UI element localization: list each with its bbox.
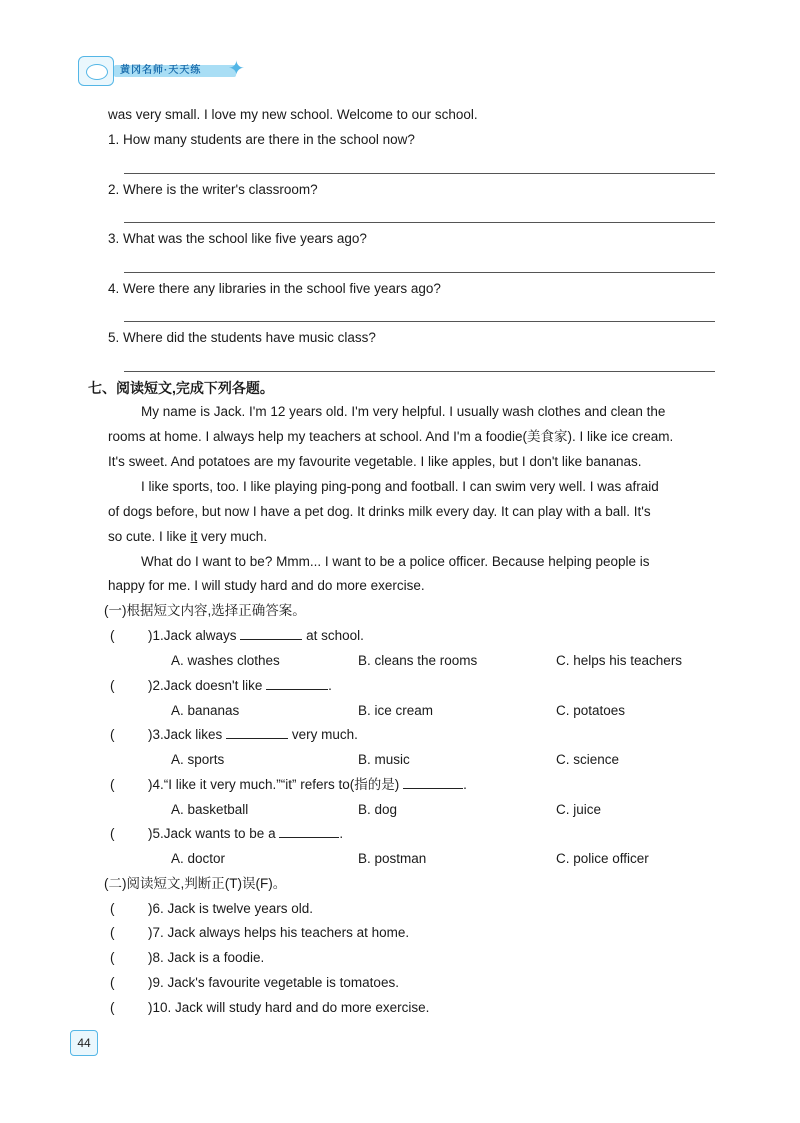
passage-end: was very small. I love my new school. Welcome to our school. bbox=[108, 107, 478, 122]
answer-bracket-open: ( bbox=[110, 628, 115, 643]
answer-line-3[interactable] bbox=[124, 272, 715, 273]
option-2c[interactable]: C. potatoes bbox=[556, 703, 626, 718]
question-4: 4. Were there any libraries in the school five years ago? bbox=[108, 281, 441, 296]
blank[interactable] bbox=[226, 726, 288, 739]
mc-question-2: )2.Jack doesn't like . bbox=[148, 678, 332, 693]
section-7-title: 七、阅读短文,完成下列各题。 bbox=[88, 380, 274, 396]
blank[interactable] bbox=[279, 825, 339, 838]
option-1c[interactable]: C. helps his teachers bbox=[556, 653, 683, 668]
question-1: 1. How many students are there in the school now? bbox=[108, 132, 415, 147]
part-1-title: (一)根据短文内容,选择正确答案。 bbox=[104, 603, 306, 618]
option-4b[interactable]: B. dog bbox=[358, 802, 398, 817]
answer-bracket-open: ( bbox=[110, 826, 115, 841]
answer-bracket-open: ( bbox=[110, 925, 115, 940]
tf-question-8: )8. Jack is a foodie. bbox=[148, 950, 265, 965]
sparkle-star-icon: ✦ bbox=[228, 58, 245, 80]
option-3b[interactable]: B. music bbox=[358, 752, 410, 767]
answer-line-5[interactable] bbox=[124, 371, 715, 372]
option-4c[interactable]: C. juice bbox=[556, 802, 602, 817]
option-1b[interactable]: B. cleans the rooms bbox=[358, 653, 478, 668]
header-logo bbox=[78, 54, 248, 88]
tf-question-10: )10. Jack will study hard and do more exercise. bbox=[148, 1000, 430, 1015]
p2-line-2: of dogs before, but now I have a pet dog. It drinks milk every day. It can play with a ball. It's bbox=[108, 504, 651, 519]
bear-face-icon bbox=[78, 56, 114, 86]
option-2a[interactable]: A. bananas bbox=[171, 703, 240, 718]
mc-question-3: )3.Jack likes very much. bbox=[148, 727, 358, 742]
p3-line-1: What do I want to be? Mmm... I want to be a police officer. Because helping people is bbox=[141, 554, 650, 569]
option-3c[interactable]: C. science bbox=[556, 752, 620, 767]
p3-line-2: happy for me. I will study hard and do more exercise. bbox=[108, 578, 425, 593]
tf-question-9: )9. Jack's favourite vegetable is tomatoes. bbox=[148, 975, 399, 990]
tf-question-7: )7. Jack always helps his teachers at home. bbox=[148, 925, 410, 940]
mc-question-5: )5.Jack wants to be a . bbox=[148, 826, 344, 841]
option-1a[interactable]: A. washes clothes bbox=[171, 653, 280, 668]
answer-bracket-open: ( bbox=[110, 727, 115, 742]
p2-line-3: so cute. I like it very much. bbox=[108, 529, 268, 544]
answer-bracket-open: ( bbox=[110, 901, 115, 916]
question-3: 3. What was the school like five years ago? bbox=[108, 231, 367, 246]
part-2-title: (二)阅读短文,判断正(T)误(F)。 bbox=[104, 876, 287, 891]
mc-question-1: )1.Jack always at school. bbox=[148, 628, 364, 643]
p2-line-1: I like sports, too. I like playing ping-pong and football. I can swim very well. I was afraid bbox=[141, 479, 659, 494]
option-2b[interactable]: B. ice cream bbox=[358, 703, 434, 718]
answer-bracket-open: ( bbox=[110, 1000, 115, 1015]
answer-line-4[interactable] bbox=[124, 321, 715, 322]
question-2: 2. Where is the writer's classroom? bbox=[108, 182, 318, 197]
option-5a[interactable]: A. doctor bbox=[171, 851, 226, 866]
page-number: 44 bbox=[70, 1030, 98, 1056]
underlined-it: it bbox=[190, 529, 198, 544]
option-5c[interactable]: C. police officer bbox=[556, 851, 649, 866]
blank[interactable] bbox=[240, 627, 302, 640]
question-5: 5. Where did the students have music class? bbox=[108, 330, 376, 345]
option-4a[interactable]: A. basketball bbox=[171, 802, 249, 817]
p1-line-3: It's sweet. And potatoes are my favourite vegetable. I like apples, but I don't like bananas. bbox=[108, 454, 642, 469]
answer-bracket-open: ( bbox=[110, 950, 115, 965]
answer-bracket-open: ( bbox=[110, 678, 115, 693]
p1-line-1: My name is Jack. I'm 12 years old. I'm very helpful. I usually wash clothes and clean the bbox=[141, 404, 666, 419]
option-5b[interactable]: B. postman bbox=[358, 851, 427, 866]
p1-line-2: rooms at home. I always help my teachers at school. And I'm a foodie(美食家). I like ice cream. bbox=[108, 429, 674, 444]
blank[interactable] bbox=[403, 776, 463, 789]
option-3a[interactable]: A. sports bbox=[171, 752, 225, 767]
brand-title: 黄冈名师·天天练 bbox=[114, 65, 236, 77]
answer-bracket-open: ( bbox=[110, 975, 115, 990]
tf-question-6: )6. Jack is twelve years old. bbox=[148, 901, 314, 916]
mc-question-4: )4.“I like it very much.”“it” refers to(指的是) . bbox=[148, 777, 467, 792]
answer-line-2[interactable] bbox=[124, 222, 715, 223]
answer-line-1[interactable] bbox=[124, 173, 715, 174]
blank[interactable] bbox=[266, 677, 328, 690]
answer-bracket-open: ( bbox=[110, 777, 115, 792]
